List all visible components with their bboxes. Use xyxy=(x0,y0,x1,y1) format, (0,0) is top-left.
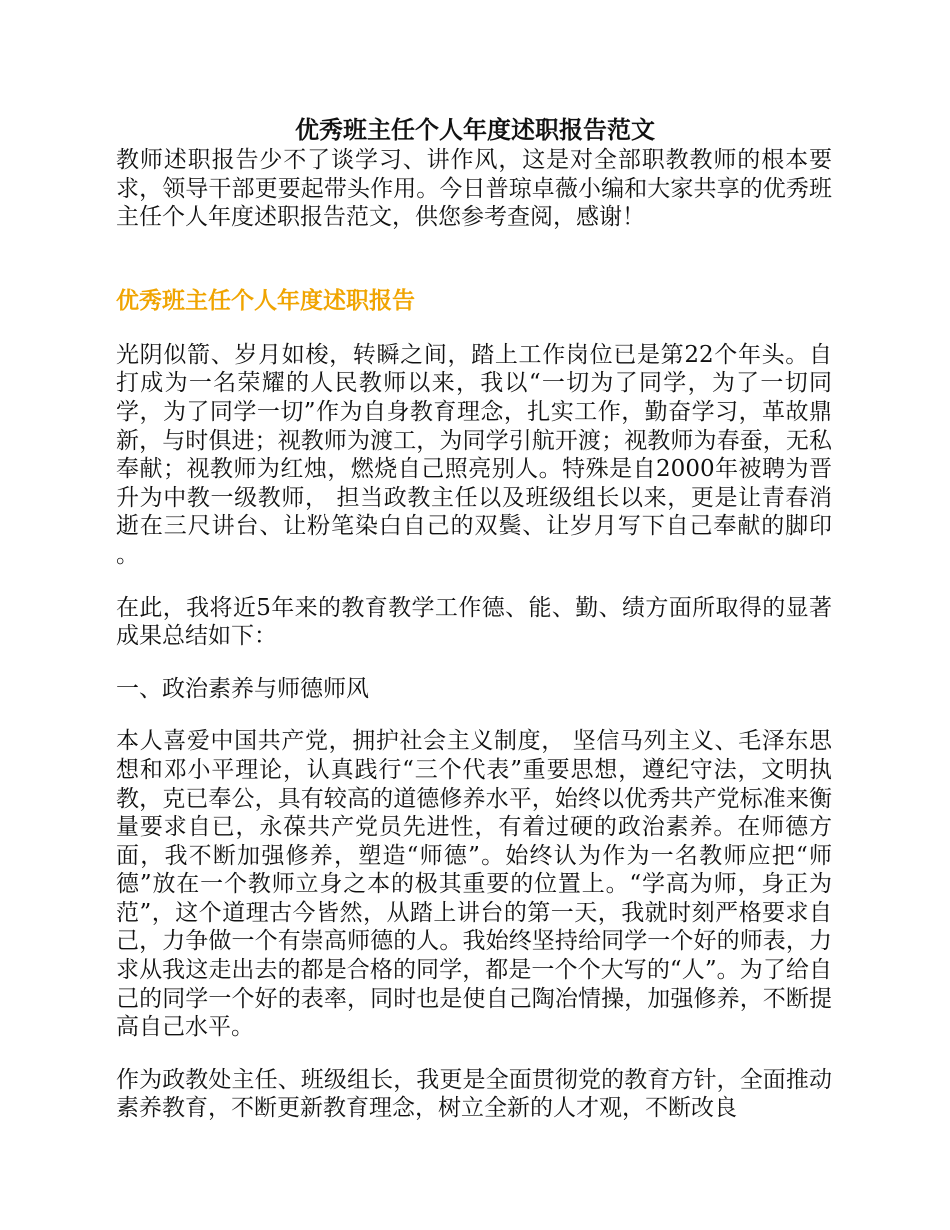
document-title: 优秀班主任个人年度述职报告范文 xyxy=(295,115,655,144)
intro-paragraph: 教师述职报告少不了谈学习、讲作风，这是对全部职教教师的根本要求，领导干部更要起带头作用。今日普琼卓薇小编和大家共享的优秀班主任个人年度述职报告范文，供您参考查阅，感谢！ xyxy=(116,147,832,231)
subsection-heading: 一、政治素养与师德师风 xyxy=(116,675,369,702)
body-paragraph-2: 在此，我将近5年来的教育教学工作德、能、勤、绩方面所取得的显著成果总结如下： xyxy=(116,594,832,650)
body-paragraph-3: 本人喜爱中国共产党，拥护社会主义制度， 坚信马列主义、毛泽东思想和邓小平理论，认真践行“三个代表”重要思想，遵纪守法，文明执教，克已奉公，具有较高的道德修养水平，始终以优秀共产党标准来衡量要求自已，永葆共产党员先进性，有着过硬的政治素养。在师德方面，我不断加强修养，塑造“师德”。始终认为作为一名教师应把“师德”放在一个教师立身之本的极其重要的位置上。“学高为师，身正为范”，这个道理古今皆然，从踏上讲台的第一天，我就时刻严格要求自己，力争做一个有崇高师德的人。我始终坚持给同学一个好的师表，力求从我这走出去的都是合格的同学，都是一个个大写的“人”。为了给自己的同学一个好的表率，同时也是使自己陶冶情操，加强修养，不断提高自己水平。 xyxy=(116,728,832,1041)
document-body xyxy=(116,146,886,1123)
body-paragraph-1: 光阴似箭、岁月如梭，转瞬之间，踏上工作岗位已是第22个年头。自打成为一名荣耀的人民教师以来，我以“一切为了同学，为了一切同学，为了同学一切”作为自身教育理念，扎实工作，勤奋学习，革故鼎新，与时俱进；视教师为渡工，为同学引航开渡；视教师为春蚕，无私奉献；视教师为红烛，燃烧自己照亮别人。特殊是自2000年被聘为晋升为中教一级教师， 担当政教主任以及班级组长以来，更是让青春消逝在三尺讲台、让粉笔染白自己的双鬓、让岁月写下自己奉献的脚印 。 xyxy=(116,341,886,568)
body-paragraph-4: 作为政教处主任、班级组长，我更是全面贯彻党的教育方针，全面推动素养教育，不断更新教育理念，树立全新的人才观，不断改良 xyxy=(116,1066,832,1122)
section-heading: 优秀班主任个人年度述职报告 xyxy=(116,286,415,314)
